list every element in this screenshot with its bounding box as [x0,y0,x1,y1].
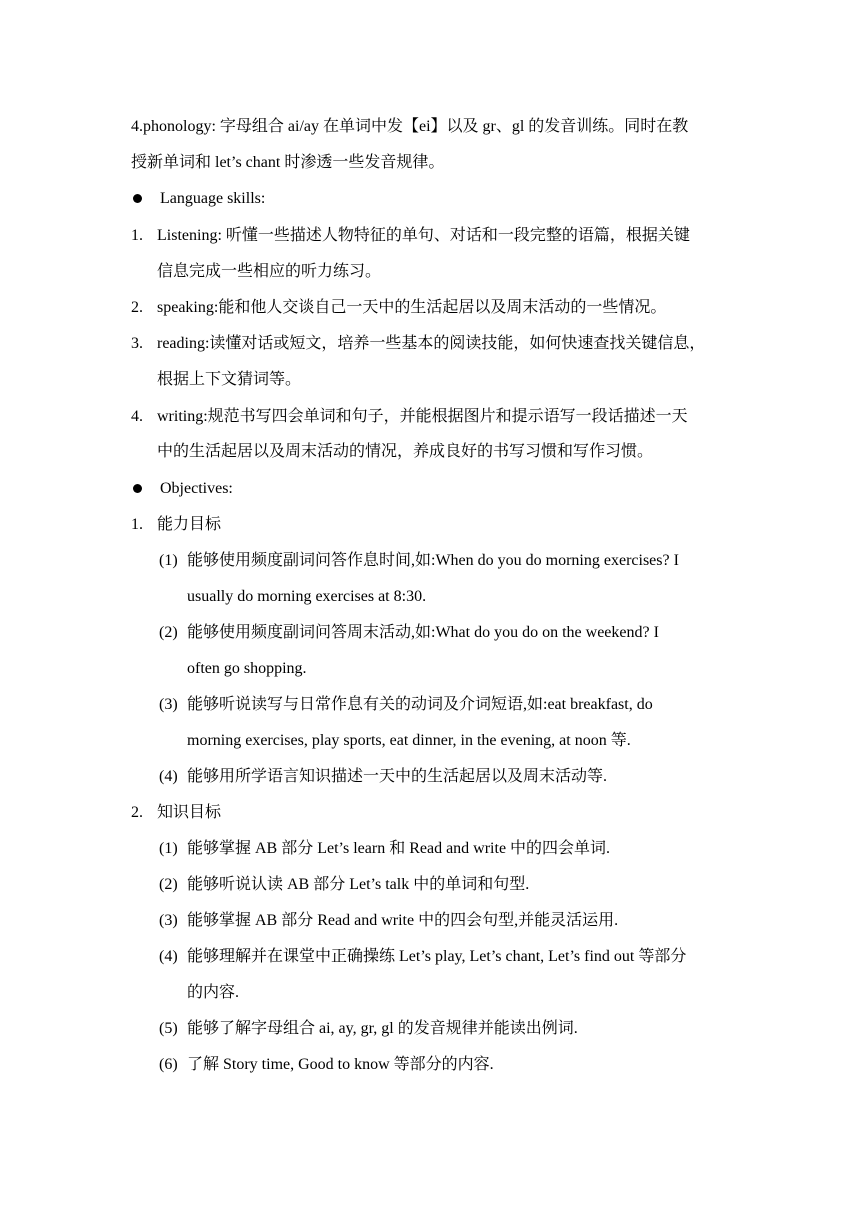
sub-item-number: (4) [159,948,178,965]
skill-line: reading:读懂对话或短文，培养一些基本的阅读技能，如何快速查找关键信息， [157,335,706,352]
sub-item-line: 能够听说认读 AB 部分 Let’s talk 中的单词和句型. [187,876,530,893]
sub-item-line: usually do morning exercises at 8:30. [187,588,427,605]
sub-item-line: morning exercises, play sports, eat dinner, in the evening, at noon 等. [187,732,631,749]
sub-item-number: (2) [159,624,178,641]
skill-line: Listening: 听懂一些描述人物特征的单句、对话和一段完整的语篇，根据关键 [157,227,690,244]
sub-item-line: 能够使用频度副词问答作息时间,如:When do you do morning exercises? I [187,552,679,569]
sub-item-line: often go shopping. [187,660,307,677]
skill-number: 2. [131,299,143,316]
knowledge-title: 知识目标 [157,804,222,821]
sub-item-line: 了解 Story time, Good to know 等部分的内容. [187,1056,494,1073]
phonology-line-2: 授新单词和 let’s chant 时渗透一些发音规律。 [131,154,445,171]
ability-title: 能力目标 [157,516,222,533]
sub-item-line: 能够用所学语言知识描述一天中的生活起居以及周末活动等. [187,768,608,785]
objectives-heading: Objectives: [160,480,233,497]
skill-number: 3. [131,335,143,352]
skill-line: 中的生活起居以及周末活动的情况，养成良好的书写习惯和写作习惯。 [157,443,654,460]
sub-item-number: (3) [159,912,178,929]
bullet-icon [133,484,142,493]
sub-item-line: 能够掌握 AB 部分 Let’s learn 和 Read and write 中的四会单词. [187,840,611,857]
sub-item-number: (1) [159,840,178,857]
sub-item-number: (4) [159,768,178,785]
phonology-line-1: 4.phonology: 字母组合 ai/ay 在单词中发【ei】以及 gr、gl 的发音训练。同时在教 [131,118,689,135]
skill-line: writing:规范书写四会单词和句子，并能根据图片和提示语写一段话描述一天 [157,408,688,425]
sub-item-number: (2) [159,876,178,893]
sub-item-line: 能够听说读写与日常作息有关的动词及介词短语,如:eat breakfast, do [187,696,653,713]
skill-line: 根据上下文猜词等。 [157,371,302,388]
sub-item-number: (5) [159,1020,178,1037]
skill-number: 4. [131,408,143,425]
sub-item-line: 能够理解并在课堂中正确操练 Let’s play, Let’s chant, Let’s find out 等部分 [187,948,687,965]
sub-item-number: (3) [159,696,178,713]
skill-line: speaking:能和他人交谈自己一天中的生活起居以及周末活动的一些情况。 [157,299,667,316]
sub-item-line: 能够掌握 AB 部分 Read and write 中的四会句型,并能灵活运用. [187,912,619,929]
sub-item-number: (6) [159,1056,178,1073]
sub-item-line: 能够使用频度副词问答周末活动,如:What do you do on the weekend? I [187,624,659,641]
objective-number: 1. [131,516,143,533]
bullet-icon [133,194,142,203]
language-skills-heading: Language skills: [160,190,266,207]
skill-line: 信息完成一些相应的听力练习。 [157,263,382,280]
skill-number: 1. [131,227,143,244]
sub-item-number: (1) [159,552,178,569]
sub-item-line: 能够了解字母组合 ai, ay, gr, gl 的发音规律并能读出例词. [187,1020,578,1037]
sub-item-line: 的内容. [187,984,240,1001]
objective-number: 2. [131,804,143,821]
